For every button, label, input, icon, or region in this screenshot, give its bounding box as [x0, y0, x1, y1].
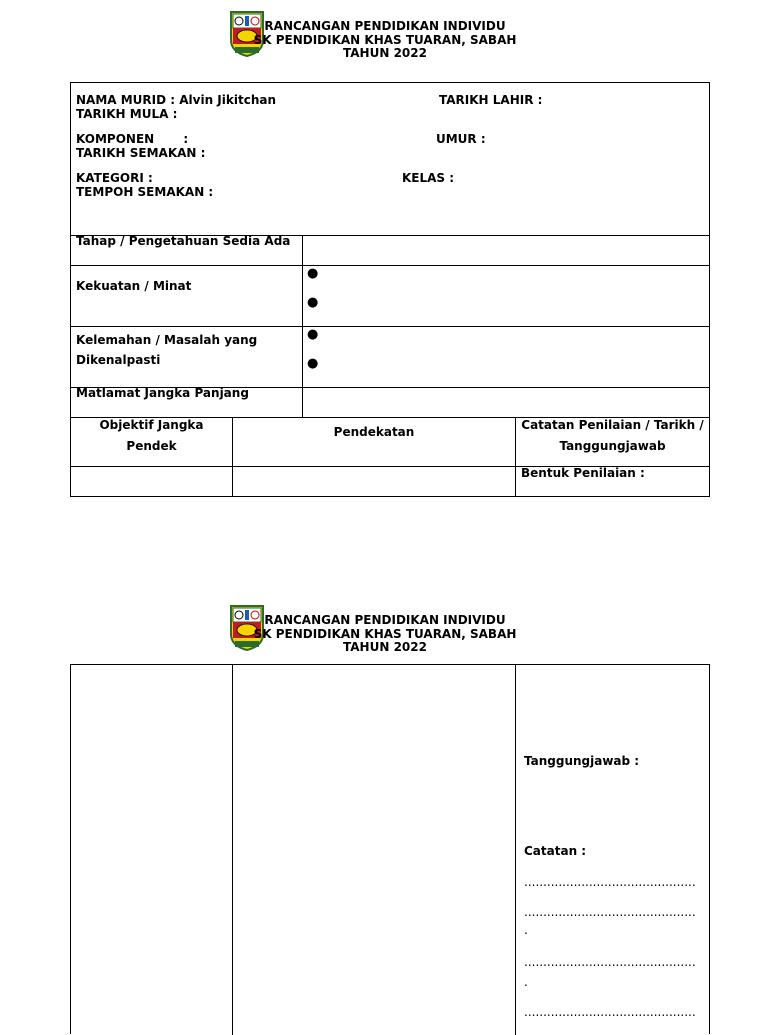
title-line-3: TAHUN 2022 [343, 46, 427, 60]
rpi-form [70, 82, 710, 497]
dotted-line: ............................................. [524, 905, 696, 919]
pendekatan-header: Pendekatan [333, 425, 415, 439]
document-title [230, 20, 540, 61]
kelemahan-line-2: Dikenalpasti [76, 353, 161, 367]
nama-murid-label: NAMA MURID : Alvin Jikitchan [76, 93, 277, 107]
dotted-line-end: . [524, 923, 528, 937]
dotted-line: ............................................. [524, 955, 696, 969]
komponen-label: KOMPONEN : [76, 132, 189, 146]
page-header-1 [0, 10, 768, 60]
bentuk-penilaian-label: Bentuk Penilaian : [521, 466, 645, 480]
matlamat-label: Matlamat Jangka Panjang [76, 386, 249, 400]
dotted-line-end: . [524, 975, 528, 989]
dotted-line: ............................................. [524, 1005, 696, 1019]
title-line-2: SK PENDIDIKAN KHAS TUARAN, SABAH [253, 32, 517, 47]
catatan-line-1: Catatan Penilaian / Tarikh / [521, 418, 704, 432]
catatan-label: Catatan : [524, 844, 587, 858]
objektif-line-1: Objektif Jangka [99, 418, 204, 432]
bullet-icon: ● [307, 327, 319, 342]
kategori-label: KATEGORI : [76, 171, 153, 185]
kelas-label: KELAS : [402, 171, 455, 185]
dotted-line: ............................................. [524, 875, 696, 889]
tahap-label: Tahap / Pengetahuan Sedia Ada [76, 234, 291, 248]
catatan-line-2: Tanggungjawab [559, 439, 666, 453]
page-header-2 [0, 604, 768, 654]
tarikh-mula-label: TARIKH MULA : [76, 107, 178, 121]
kekuatan-label: Kekuatan / Minat [76, 279, 192, 293]
bullet-icon: ● [307, 356, 319, 371]
column-divider [232, 665, 233, 1035]
tempoh-semakan-label: TEMPOH SEMAKAN : [76, 185, 214, 199]
objektif-header [71, 415, 232, 457]
title-line-3: TAHUN 2022 [343, 640, 427, 654]
divider [71, 326, 709, 327]
umur-label: UMUR : [436, 132, 486, 146]
kelemahan-line-1: Kelemahan / Masalah yang [76, 333, 258, 347]
tarikh-lahir-label: TARIKH LAHIR : [439, 93, 543, 107]
title-line-1: RANCANGAN PENDIDIKAN INDIVIDU [264, 613, 506, 627]
bullet-icon: ● [307, 266, 319, 281]
title-line-2: SK PENDIDIKAN KHAS TUARAN, SABAH [253, 626, 517, 641]
bullet-icon: ● [307, 295, 319, 310]
column-divider [302, 235, 303, 417]
title-line-1: RANCANGAN PENDIDIKAN INDIVIDU [264, 19, 506, 33]
catatan-header [516, 415, 709, 457]
document-title [230, 614, 540, 655]
divider [71, 265, 709, 266]
rpi-form-page-2 [70, 664, 710, 1034]
catatan-column [516, 665, 709, 1035]
objektif-line-2: Pendek [126, 439, 177, 453]
tarikh-semakan-label: TARIKH SEMAKAN : [76, 146, 206, 160]
kelemahan-label [76, 330, 257, 370]
tanggungjawab-label: Tanggungjawab : [524, 754, 640, 768]
